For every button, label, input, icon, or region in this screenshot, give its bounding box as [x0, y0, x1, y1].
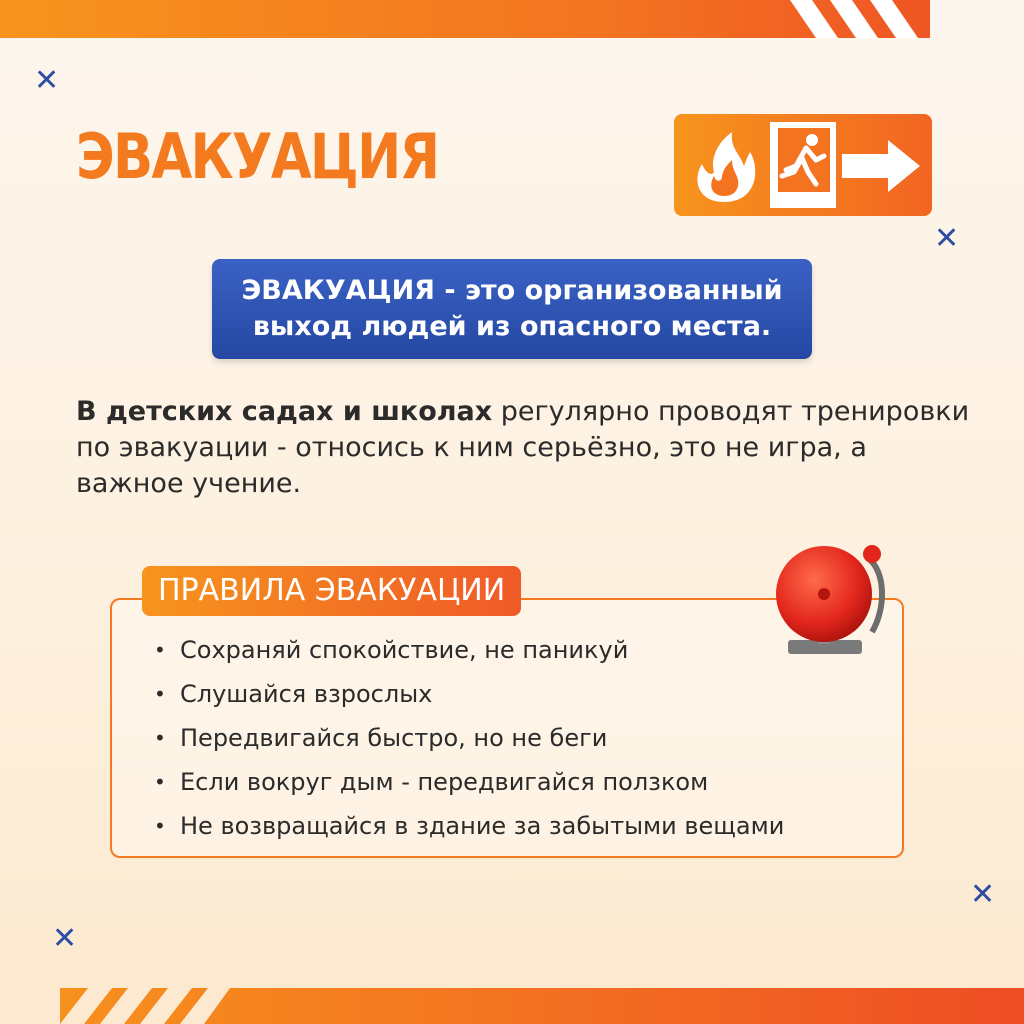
rules-list	[150, 628, 890, 848]
list-item: • Передвигайся быстро, но не беги	[150, 716, 890, 760]
list-item: • Если вокруг дым - передвигайся ползком	[150, 760, 890, 804]
definition-box	[212, 259, 812, 359]
list-item: • Слушайся взрослых	[150, 672, 890, 716]
rules-heading: ПРАВИЛА ЭВАКУАЦИИ	[142, 566, 521, 616]
cross-icon: ✕	[34, 63, 60, 98]
intro-bold-text: В детских садах и школах	[76, 396, 493, 427]
definition-line-2: выход людей из опасного места.	[252, 311, 772, 342]
list-item: • Сохраняй спокойствие, не паникуй	[150, 628, 890, 672]
cross-icon: ✕	[934, 221, 960, 256]
intro-paragraph	[76, 394, 976, 502]
definition-line-1: ЭВАКУАЦИЯ - это организованный	[241, 275, 783, 306]
cross-icon: ✕	[970, 877, 996, 912]
fire-exit-sign-icon	[674, 114, 932, 216]
page-title: ЭВАКУАЦИЯ	[76, 120, 439, 193]
bottom-stripes	[0, 984, 230, 1024]
cross-icon: ✕	[52, 921, 78, 956]
top-stripes	[760, 0, 1024, 40]
list-item: • Не возвращайся в здание за забытыми вещами	[150, 804, 890, 848]
intro-text: регулярно проводят тренировки по эвакуации - относись к ним серьёзно, это не игра, а важное учение.	[76, 396, 970, 499]
